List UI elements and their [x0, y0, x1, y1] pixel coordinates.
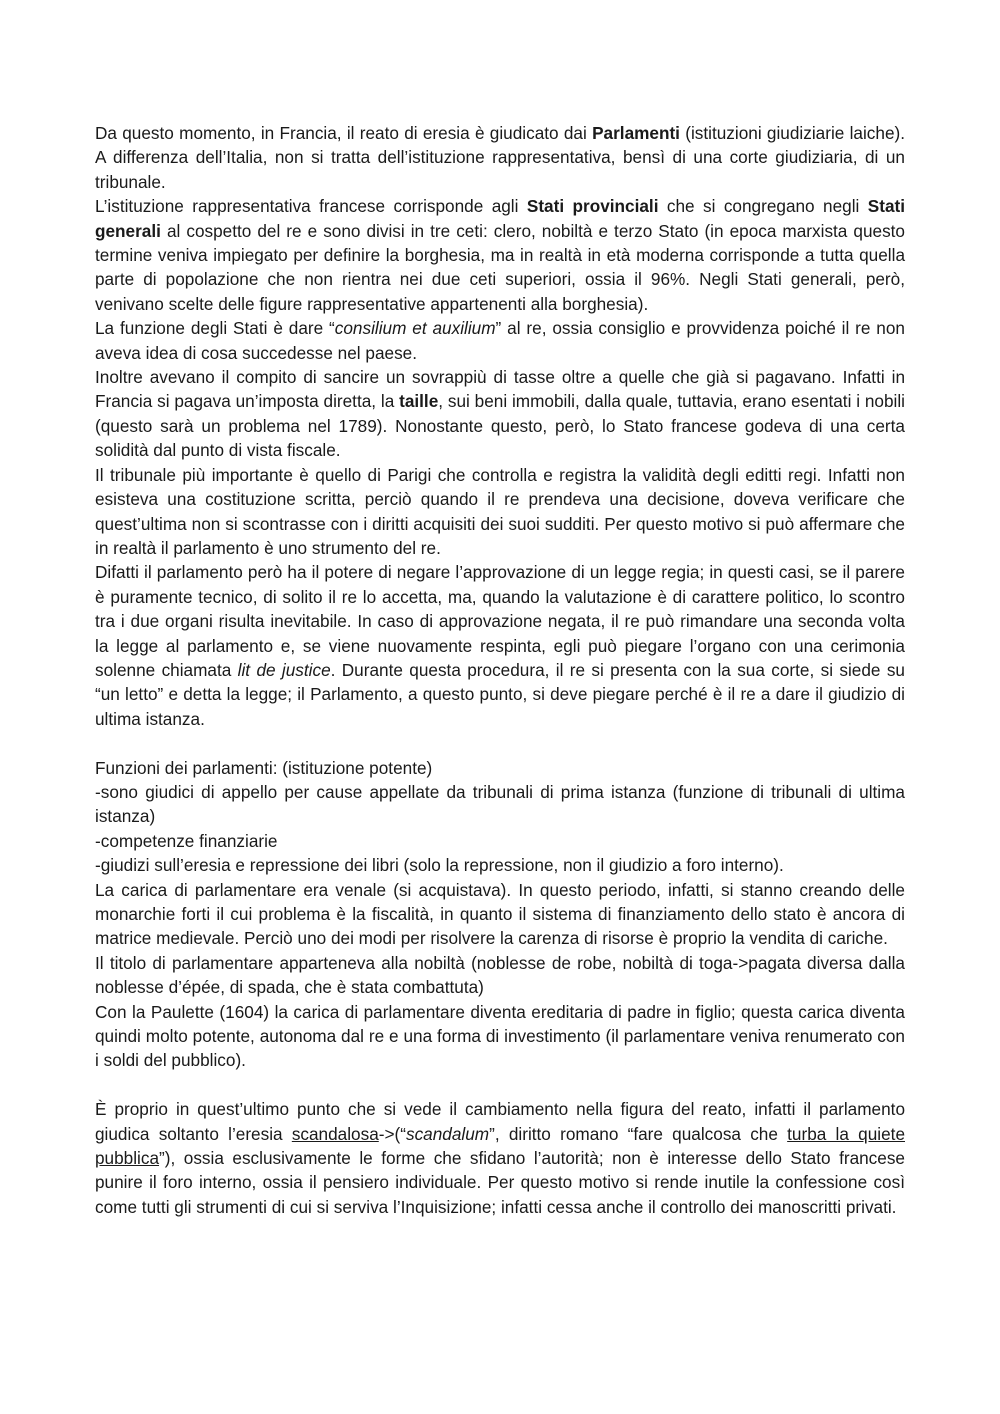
- paragraph: [95, 1097, 905, 1219]
- text-run: . Durante questa procedura, il re si presenta con la sua corte, si siede su “un letto” e detta la legge; il Parlamento, a questo punto, si deve piegare perché è il re a dare il giudizio di ultima istanza.: [95, 659, 905, 729]
- text-run: Il tribunale più importante è quello di Parigi che controlla e registra la validità degli editti regi. Infatti non esisteva una costituzione scritta, perciò quando il re prendeva una decisione, doveva verificare che quest’ultima non si scontrasse con i diritti acquisiti dei suoi sudditi. Per questo motivo si può affermare che in realtà il parlamento è uno strumento del re.: [95, 464, 905, 558]
- underlined-term: scandalosa: [291, 1123, 379, 1144]
- text-run: Il titolo di parlamentare apparteneva alla nobiltà (noblesse de robe, nobiltà di toga->pagata diversa dalla noblesse d’épée, di spada, che è stata combattuta): [95, 952, 905, 998]
- text-run: ” al re, ossia consiglio e provvidenza poiché il re non aveva idea di cosa succedesse nel paese.: [95, 318, 905, 363]
- italic-term: scandalum: [405, 1123, 490, 1144]
- text-run: che si congregano negli: [658, 196, 868, 217]
- text-run: ->(“: [378, 1123, 406, 1144]
- paragraph: [95, 365, 905, 463]
- paragraph: [95, 1000, 905, 1073]
- bold-term: Stati generali: [95, 196, 905, 241]
- text-run: Da questo momento, in Francia, il reato di eresia è giudicato dai: [95, 123, 593, 143]
- paragraph: [95, 316, 905, 365]
- text-run: Funzioni dei parlamenti: (istituzione potente): [95, 757, 433, 778]
- text-run: -sono giudici di appello per cause appellate da tribunali di prima istanza (funzione di tribunali di ultima istanza): [95, 781, 905, 827]
- paragraph: [95, 194, 905, 316]
- text-run: ”, diritto romano “fare qualcosa che: [489, 1123, 788, 1144]
- blank-line: [95, 1073, 905, 1097]
- paragraph: [95, 878, 905, 951]
- text-run: La carica di parlamentare era venale (si acquistava). In questo periodo, infatti, si stanno creando delle monarchie forti il cui problema è la fiscalità, in quanto il sistema di finanziamento dello stato è ancora di matrice medievale. Perciò uno dei modi per risolvere la carenza di risorse è proprio la vendita di cariche.: [95, 879, 905, 949]
- paragraph: [95, 756, 905, 780]
- italic-term: consilium et auxilium: [334, 318, 496, 339]
- text-run: ”), ossia esclusivamente le forme che sfidano l’autorità; non è interesse dello Stato francese punire il foro interno, ossia il pensiero individuale. Per questo motivo si rende inutile la confessione così come tutti gli strumenti di cui si serviva l’Inquisizione; infatti cessa anche il controllo dei manoscritti privati.: [95, 1148, 905, 1217]
- paragraph: [95, 780, 905, 829]
- paragraph: [95, 463, 905, 561]
- text-run: È proprio in quest’ultimo punto che si vede il cambiamento nella figura del reato, infatti il parlamento giudica soltanto l’eresia: [95, 1099, 905, 1144]
- text-run: La funzione degli Stati è dare “: [95, 318, 335, 339]
- paragraph: [95, 829, 905, 853]
- text-run: , sui beni immobili, dalla quale, tuttavia, erano esentati i nobili (questo sarà un problema nel 1789). Nonostante questo, però, lo Stato francese godeva di una certa solidità dal punto di vista fiscale.: [95, 391, 905, 461]
- bold-term: Parlamenti: [592, 123, 680, 143]
- text-run: -competenze finanziarie: [95, 830, 278, 851]
- text-run: Con la Paulette (1604) la carica di parlamentare diventa ereditaria di padre in figlio; questa carica diventa quindi molto potente, autonoma dal re e una forma di investimento (il parlamentare veniva renumerato con i soldi del pubblico).: [95, 1001, 905, 1071]
- underlined-term: turba la quiete pubblica: [95, 1123, 905, 1169]
- text-run: Difatti il parlamento però ha il potere di negare l’approvazione di un legge regia; in questi casi, se il parere è puramente tecnico, di solito il re lo accetta, ma, quando la valutazione è di carattere politico, lo scontro tra i due organi risulta inevitabile. In caso di approvazione negata, il re può rimandare una seconda volta la legge al parlamento e, se viene nuovamente respinta, egli può piegare l’organo con una cerimonia solenne chiamata: [95, 562, 905, 680]
- paragraph: [95, 853, 905, 877]
- bold-term: Stati provinciali: [526, 196, 659, 217]
- paragraph: [95, 121, 905, 194]
- paragraph: [95, 951, 905, 1000]
- text-run: L’istituzione rappresentativa francese corrisponde agli: [95, 196, 527, 217]
- text-run: al cospetto del re e sono divisi in tre ceti: clero, nobiltà e terzo Stato (in epoca marxista questo termine veniva impiegato per definire la borghesia, ma in realtà in età moderna corrisponde a tutta quella parte di popolazione che non rientra nei due ceti superiori, ossia il 96%. Negli Stati generali, però, venivano scelte delle figure rappresentative appartenenti alla borghesia).: [95, 220, 905, 314]
- paragraph: [95, 560, 905, 731]
- bold-term: taille: [399, 391, 439, 412]
- text-run: Inoltre avevano il compito di sancire un sovrappiù di tasse oltre a quelle che già si pagavano. Infatti in Francia si pagava un’imposta diretta, la: [95, 367, 905, 412]
- italic-term: lit de justice: [237, 659, 331, 680]
- blank-line: [95, 731, 905, 755]
- text-run: (istituzioni giudiziarie laiche). A differenza dell’Italia, non si tratta dell’istituzione rappresentativa, bensì di una corte giudiziaria, di un tribunale.: [95, 123, 906, 192]
- document-body: [95, 121, 905, 1219]
- text-run: -giudizi sull’eresia e repressione dei libri (solo la repressione, non il giudizio a foro interno).: [95, 855, 784, 876]
